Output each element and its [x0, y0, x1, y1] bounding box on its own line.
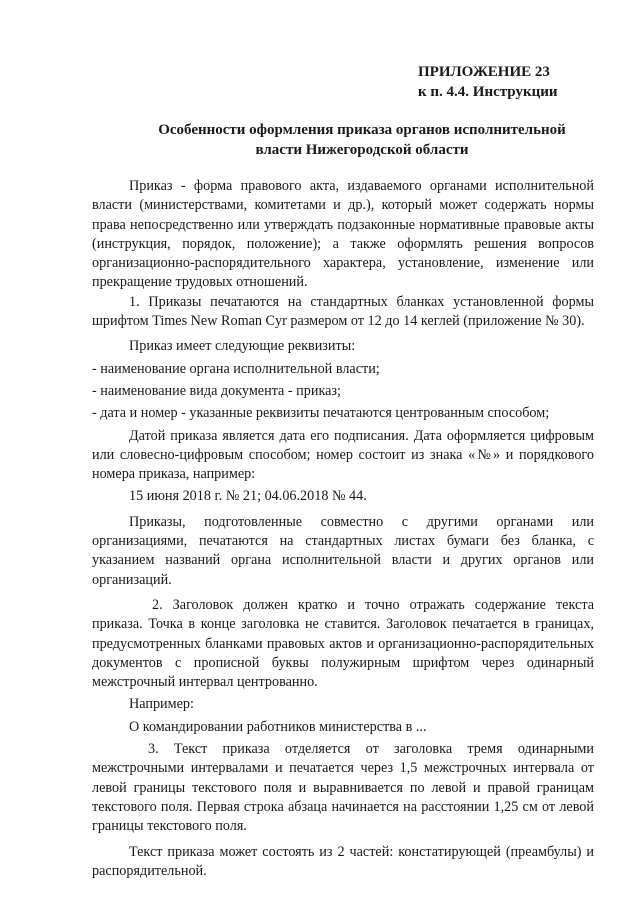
list-item-date-number: - дата и номер - указанные реквизиты печатаются центрованным способом; — [92, 405, 550, 422]
annex-header — [418, 62, 558, 102]
paragraph-text-parts: Текст приказа может состоять из 2 частей: констатирующей (преамбулы) и распорядительной. — [92, 843, 594, 879]
paragraph-date-example: 15 июня 2018 г. № 21; 04.06.2018 № 44. — [129, 488, 367, 505]
paragraph-example-text: О командировании работников министерства в ... — [129, 718, 427, 735]
paragraph-section-1: 1. Приказы печатаются на стандартных бланках установленной формы шрифтом Times New Roman Cyr размером от 12 до 14 кеглей (приложение № 30). — [92, 293, 594, 330]
paragraph-date: Датой приказа является дата его подписания. Дата оформляется цифровым или словесно-цифровым способом; номер состоит из знака «№» и порядкового номера приказа, например: — [92, 427, 594, 483]
document-title — [92, 120, 632, 160]
paragraph-section-3: 3. Текст приказа отделяется от заголовка тремя одинарными межстрочными интервалами и печатается через 1,5 межстрочных интервала от левой границы текстового поля и выравнивается по левой и правой границам текстового поля. Первая строка абзаца начинается на расстоянии 1,25 см от левой границы текстового поля. — [92, 741, 594, 835]
list-item-doc-type: - наименование вида документа - приказ; — [92, 382, 341, 399]
title-line-1: Особенности оформления приказа органов исполнительной — [158, 122, 566, 138]
paragraph-definition: Приказ - форма правового акта, издаваемого органами исполнительной власти (министерствами, комитетами и др.), который может содержать нормы права непосредственно или утверждать подзаконные нормативные правовые акты (инструкция, порядок, положение); а также оформлять решения вопросов организационно-распорядительного характера, установление, изменение или прекращение трудовых отношений. — [92, 178, 594, 291]
paragraph-section-2: 2. Заголовок должен кратко и точно отражать содержание текста приказа. Точка в конце заголовка не ставится. Заголовок печатается в границах, предусмотренных бланками правовых актов и организационно-распорядительных документов с прописной буквы полужирным шрифтом через одинарный межстрочный интервал центрованно. — [92, 596, 594, 691]
paragraph-requisites-intro: Приказ имеет следующие реквизиты: — [129, 338, 356, 355]
paragraph-example-label: Например: — [129, 696, 194, 713]
annex-number: ПРИЛОЖЕНИЕ 23 — [418, 64, 550, 80]
annex-reference: к п. 4.4. Инструкции — [418, 84, 558, 100]
title-line-2: власти Нижегородской области — [255, 142, 469, 158]
paragraph-joint-orders: Приказы, подготовленные совместно с другими органами или организациями, печатаются на стандартных листах бумаги без бланка, с указанием названий органа исполнительной власти и других органов или организаций. — [92, 513, 594, 588]
list-item-organ: - наименование органа исполнительной власти; — [92, 360, 380, 377]
document-body — [92, 177, 594, 881]
